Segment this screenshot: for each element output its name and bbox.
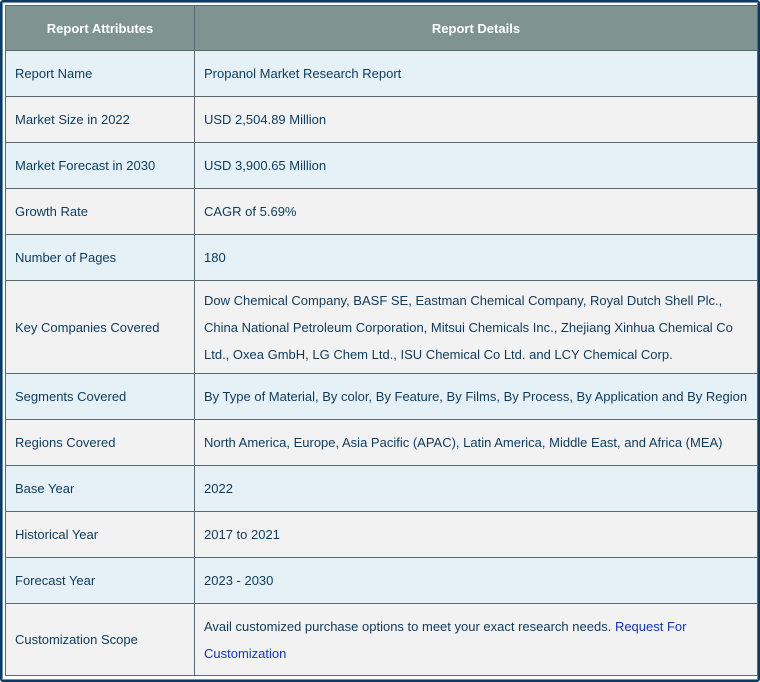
table-row xyxy=(6,281,758,374)
table-row xyxy=(6,604,758,676)
detail-cell: 2017 to 2021 xyxy=(195,512,758,558)
attribute-cell: Forecast Year xyxy=(6,558,195,604)
report-attributes-table xyxy=(5,5,758,676)
detail-cell: Propanol Market Research Report xyxy=(195,51,758,97)
table-row xyxy=(6,51,758,97)
customization-text: Avail customized purchase options to meet your exact research needs. xyxy=(204,618,612,634)
detail-cell xyxy=(195,604,758,676)
table-row xyxy=(6,466,758,512)
table-row xyxy=(6,97,758,143)
table-row xyxy=(6,143,758,189)
table-row xyxy=(6,420,758,466)
detail-cell: Dow Chemical Company, BASF SE, Eastman Chemical Company, Royal Dutch Shell Plc., China National Petroleum Corporation, Mitsui Chemicals Inc., Zhejiang Xinhua Chemical Co Ltd., Oxea GmbH, LG Chem Ltd., ISU Chemical Co Ltd. and LCY Chemical Corp. xyxy=(195,281,758,374)
detail-cell: CAGR of 5.69% xyxy=(195,189,758,235)
detail-cell: USD 2,504.89 Million xyxy=(195,97,758,143)
attribute-cell: Report Name xyxy=(6,51,195,97)
attribute-cell: Regions Covered xyxy=(6,420,195,466)
attribute-cell: Segments Covered xyxy=(6,374,195,420)
detail-cell: North America, Europe, Asia Pacific (APAC), Latin America, Middle East, and Africa (MEA) xyxy=(195,420,758,466)
table-row xyxy=(6,189,758,235)
attribute-cell: Growth Rate xyxy=(6,189,195,235)
detail-cell: USD 3,900.65 Million xyxy=(195,143,758,189)
detail-cell: 2023 - 2030 xyxy=(195,558,758,604)
header-report-attributes: Report Attributes xyxy=(6,6,195,51)
table-row xyxy=(6,558,758,604)
detail-cell: 180 xyxy=(195,235,758,281)
attribute-cell: Key Companies Covered xyxy=(6,281,195,374)
table-row xyxy=(6,235,758,281)
attribute-cell: Number of Pages xyxy=(6,235,195,281)
attribute-cell: Historical Year xyxy=(6,512,195,558)
attribute-cell: Base Year xyxy=(6,466,195,512)
detail-cell: By Type of Material, By color, By Feature, By Films, By Process, By Application and By Region xyxy=(195,374,758,420)
header-report-details: Report Details xyxy=(195,6,758,51)
table-row xyxy=(6,374,758,420)
attribute-cell: Market Size in 2022 xyxy=(6,97,195,143)
table-header-row xyxy=(6,6,758,51)
detail-cell: 2022 xyxy=(195,466,758,512)
attribute-cell: Customization Scope xyxy=(6,604,195,676)
table-row xyxy=(6,512,758,558)
attribute-cell: Market Forecast in 2030 xyxy=(6,143,195,189)
request-customization-link[interactable]: Request For Customization xyxy=(204,618,687,661)
